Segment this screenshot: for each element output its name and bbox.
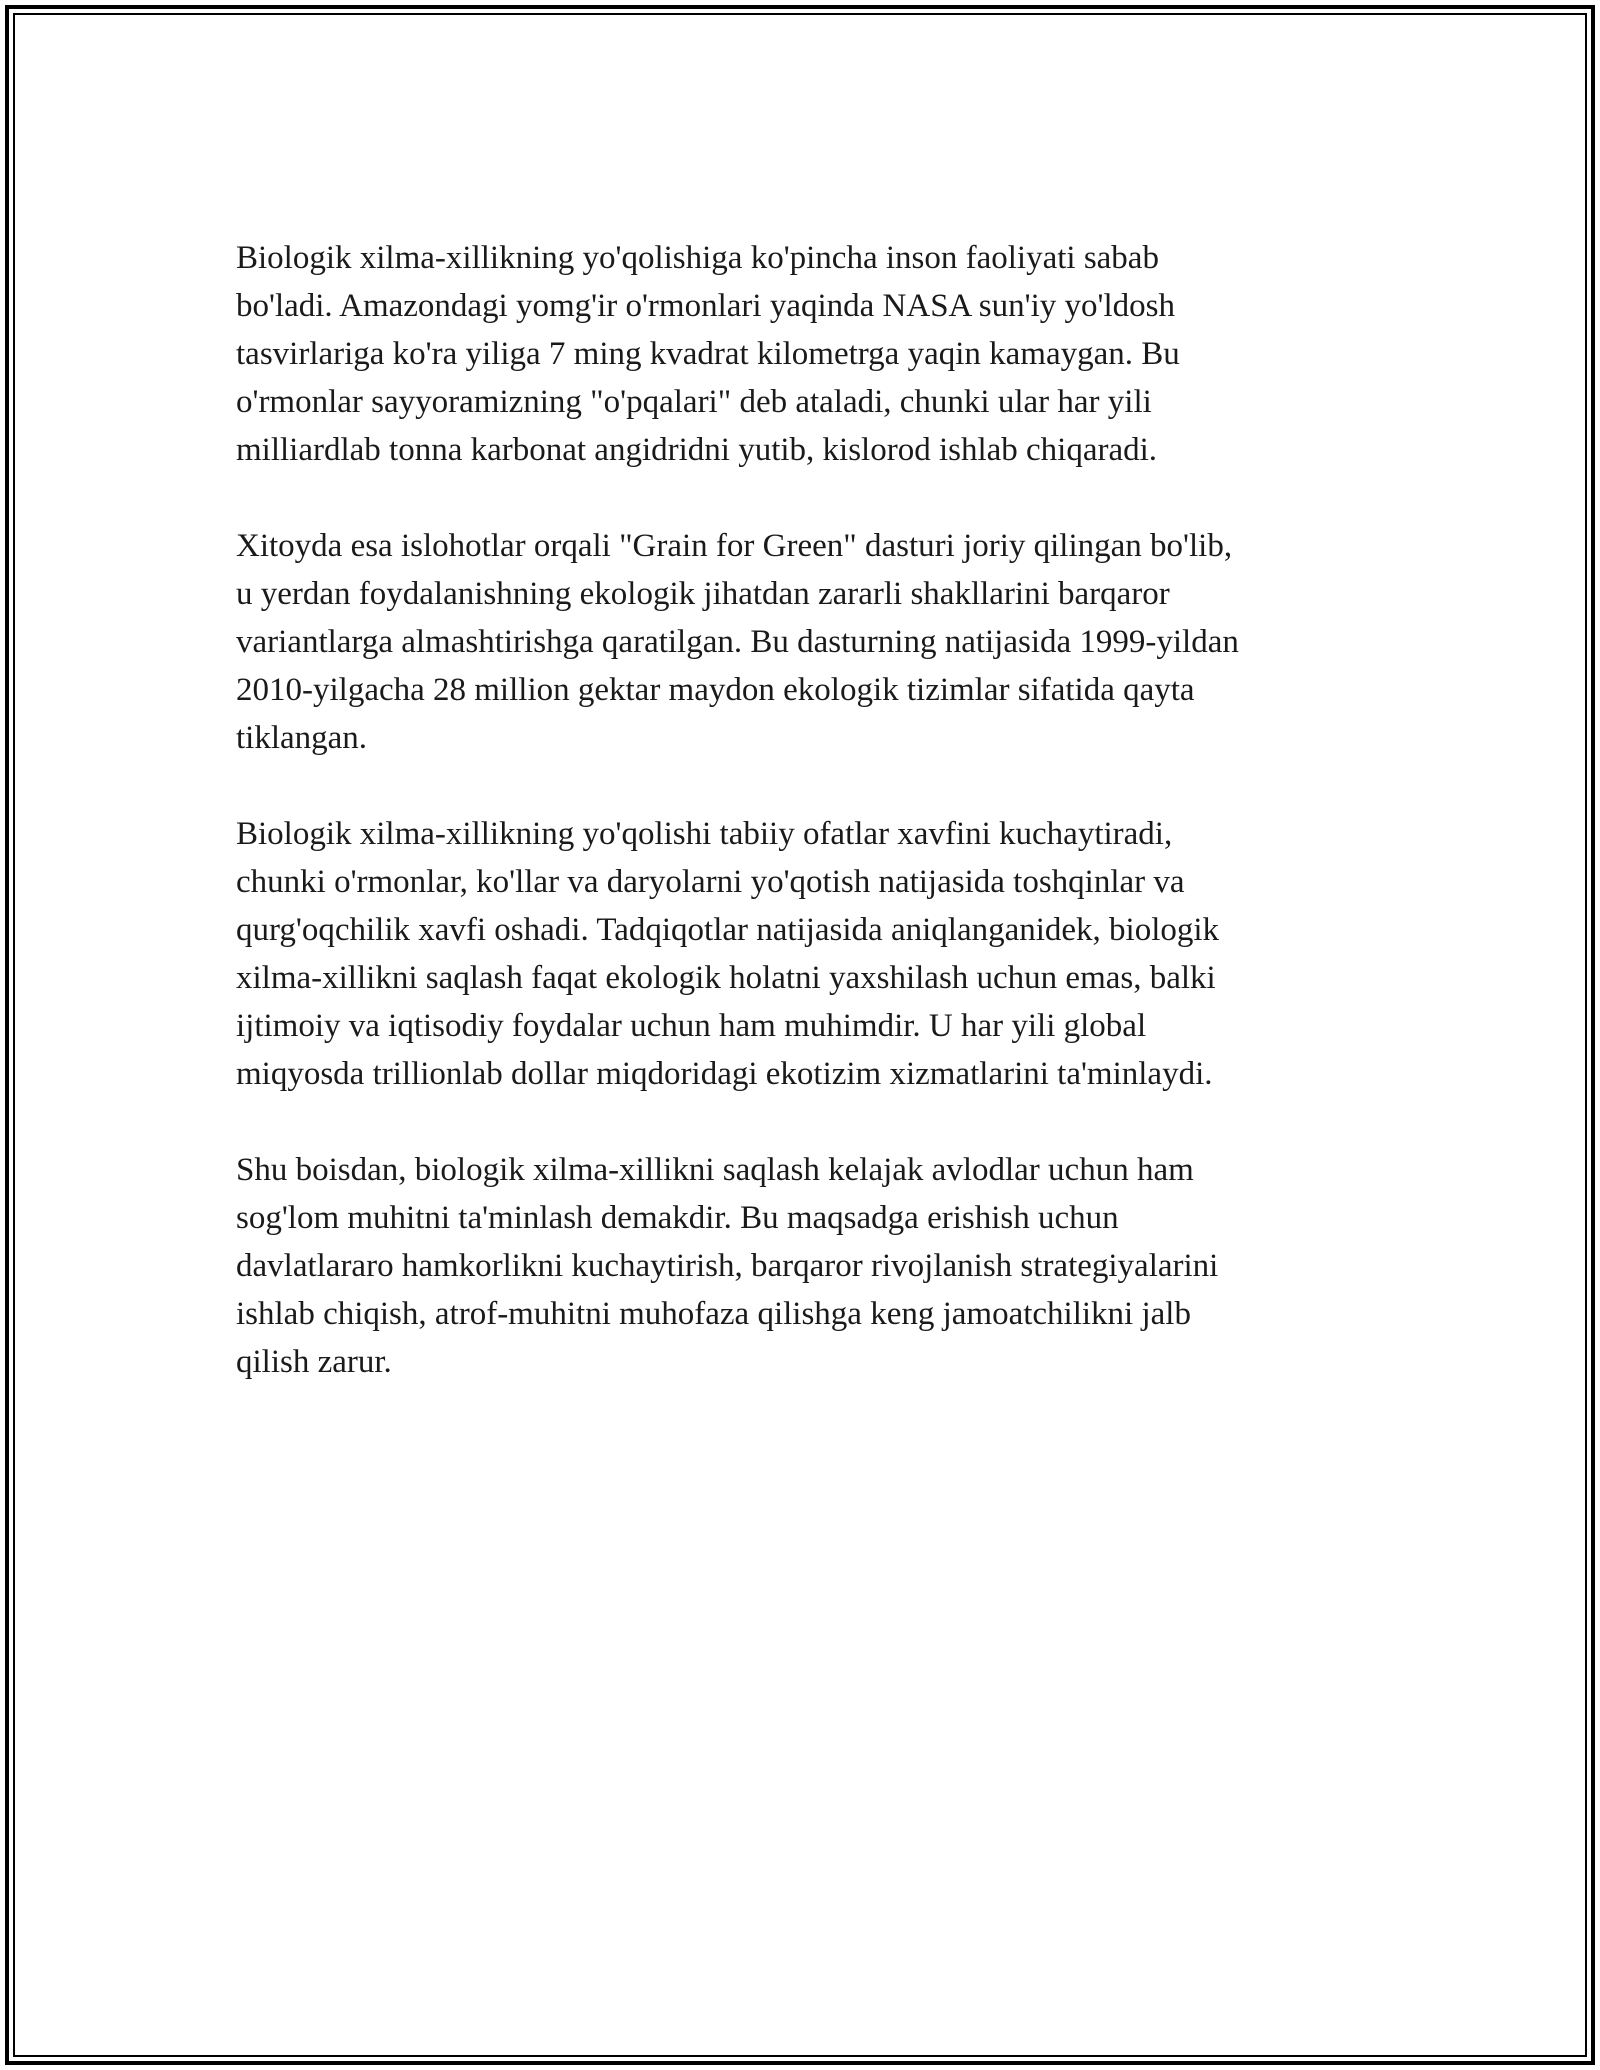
document-body [236,234,1366,1434]
text-line: variantlarga almashtirishga qaratilgan. Bu dasturning natijasida 1999-yildan [236,624,1239,660]
text-line: chunki o'rmonlar, ko'llar va daryolarni yo'qotish natijasida toshqinlar va [236,864,1185,900]
text-line: bo'ladi. Amazondagi yomg'ir o'rmonlari yaqinda NASA sun'iy yo'ldosh [236,288,1175,324]
paragraph-1 [236,234,1366,474]
text-line: qilish zarur. [236,1344,392,1380]
text-line: Biologik xilma-xillikning yo'qolishiga ko'pincha inson faoliyati sabab [236,240,1159,276]
text-line: ijtimoiy va iqtisodiy foydalar uchun ham muhimdir. U har yili global [236,1008,1147,1044]
paragraph-2 [236,522,1366,762]
text-line: u yerdan foydalanishning ekologik jihatdan zararli shakllarini barqaror [236,576,1170,612]
text-line: milliardlab tonna karbonat angidridni yutib, kislorod ishlab chiqaradi. [236,432,1158,468]
text-line: ishlab chiqish, atrof-muhitni muhofaza qilishga keng jamoatchilikni jalb [236,1296,1191,1332]
paragraph-3 [236,810,1366,1098]
text-line: sog'lom muhitni ta'minlash demakdir. Bu maqsadga erishish uchun [236,1200,1119,1236]
text-line: Xitoyda esa islohotlar orqali "Grain for Green" dasturi joriy qilingan bo'lib, [236,528,1233,564]
text-line: 2010-yilgacha 28 million gektar maydon ekologik tizimlar sifatida qayta [236,672,1195,708]
text-line: tiklangan. [236,720,368,756]
paragraph-4 [236,1146,1366,1386]
text-line: tasvirlariga ko'ra yiliga 7 ming kvadrat kilometrga yaqin kamaygan. Bu [236,336,1180,372]
text-line: xilma-xillikni saqlash faqat ekologik holatni yaxshilash uchun emas, balki [236,960,1216,996]
text-line: qurg'oqchilik xavfi oshadi. Tadqiqotlar natijasida aniqlanganidek, biologik [236,912,1220,948]
text-line: o'rmonlar sayyoramizning "o'pqalari" deb ataladi, chunki ular har yili [236,384,1152,420]
text-line: Biologik xilma-xillikning yo'qolishi tabiiy ofatlar xavfini kuchaytiradi, [236,816,1173,852]
text-line: davlatlararo hamkorlikni kuchaytirish, barqaror rivojlanish strategiyalarini [236,1248,1219,1284]
text-line: Shu boisdan, biologik xilma-xillikni saqlash kelajak avlodlar uchun ham [236,1152,1194,1188]
text-line: miqyosda trillionlab dollar miqdoridagi ekotizim xizmatlarini ta'minlaydi. [236,1056,1213,1092]
